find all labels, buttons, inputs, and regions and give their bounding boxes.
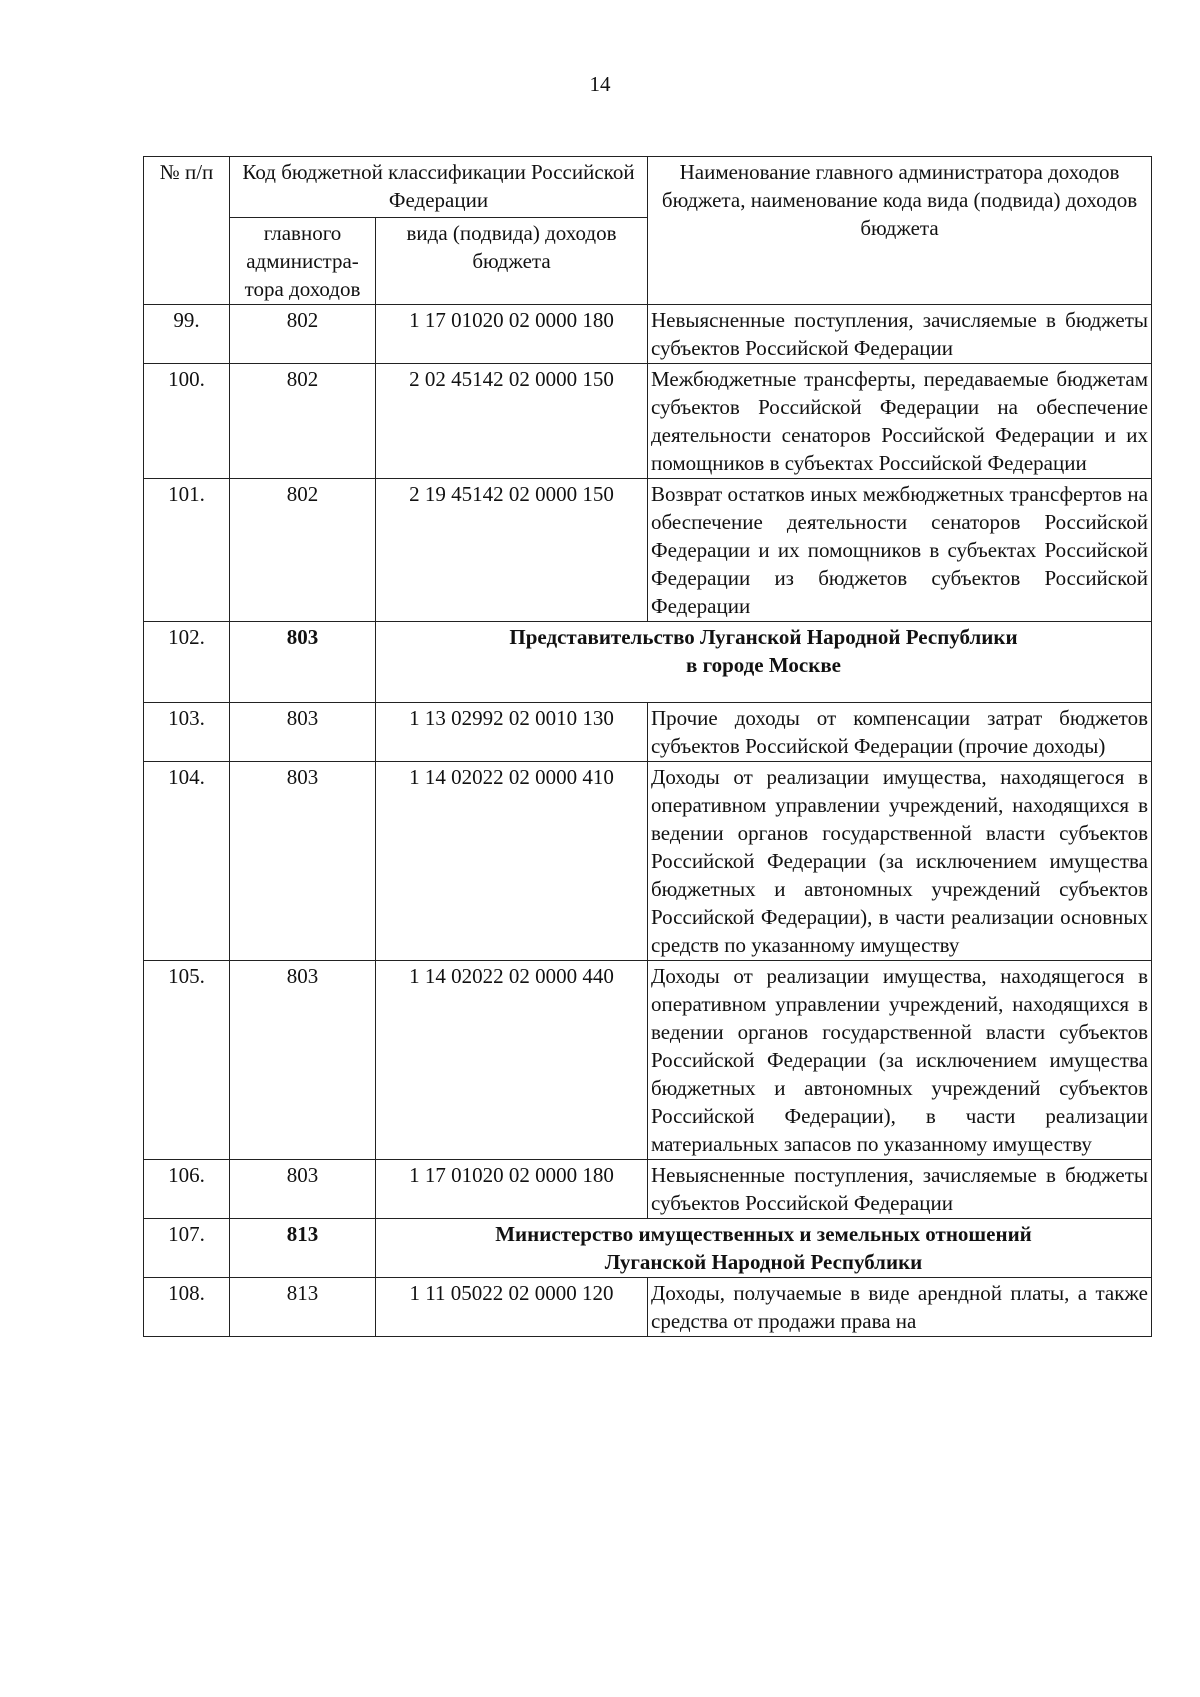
- row-number: 102.: [144, 622, 230, 703]
- row-income-code: 1 14 02022 02 0000 440: [376, 961, 648, 1160]
- row-income-code: 2 02 45142 02 0000 150: [376, 364, 648, 479]
- row-admin-code: 813: [230, 1278, 376, 1337]
- row-name: Возврат остатков иных межбюджетных трансфертов на обеспечение деятельности сенаторов Российской Федерации и их помощников в субъектах Российской Федерации из бюджетов субъектов Российской Федерации: [648, 479, 1152, 622]
- row-admin-code: 802: [230, 364, 376, 479]
- section-row: [144, 622, 1152, 703]
- section-title: [376, 622, 1152, 703]
- table-row: [144, 961, 1152, 1160]
- row-number: 103.: [144, 703, 230, 762]
- table-row: [144, 1160, 1152, 1219]
- row-income-code: 1 14 02022 02 0000 410: [376, 762, 648, 961]
- header-number: № п/п: [144, 157, 230, 305]
- section-title-line2: Луганской Народной Республики: [604, 1250, 923, 1274]
- row-number: 107.: [144, 1219, 230, 1278]
- row-income-code: 1 11 05022 02 0000 120: [376, 1278, 648, 1337]
- row-number: 105.: [144, 961, 230, 1160]
- row-income-code: 2 19 45142 02 0000 150: [376, 479, 648, 622]
- row-number: 100.: [144, 364, 230, 479]
- row-name: Межбюджетные трансферты, передаваемые бюджетам субъектов Российской Федерации на обеспечение деятельности сенаторов Российской Федерации и их помощников в субъектах Российской Федерации: [648, 364, 1152, 479]
- row-name: Невыясненные поступления, зачисляемые в бюджеты субъектов Российской Федерации: [648, 305, 1152, 364]
- row-name: Невыясненные поступления, зачисляемые в бюджеты субъектов Российской Федерации: [648, 1160, 1152, 1219]
- section-title-line2: в городе Москве: [686, 653, 841, 677]
- row-admin-code: 803: [230, 762, 376, 961]
- row-number: 108.: [144, 1278, 230, 1337]
- section-title-line1: Министерство имущественных и земельных отношений: [495, 1222, 1032, 1246]
- row-admin-code: 802: [230, 479, 376, 622]
- row-number: 99.: [144, 305, 230, 364]
- row-name: Доходы от реализации имущества, находящегося в оперативном управлении учреждений, находящихся в ведении органов государственной власти субъектов Российской Федерации (за исключением имущества бюджетных и автономных учреждений субъектов Российской Федерации), в части реализации материальных запасов по указанному имуществу: [648, 961, 1152, 1160]
- header-admin-code: главного администра-тора доходов: [230, 218, 376, 305]
- row-admin-code: 803: [230, 1160, 376, 1219]
- table-row: [144, 305, 1152, 364]
- row-number: 101.: [144, 479, 230, 622]
- header-name: Наименование главного администратора доходов бюджета, наименование кода вида (подвида) доходов бюджета: [648, 157, 1152, 305]
- section-title: [376, 1219, 1152, 1278]
- row-income-code: 1 17 01020 02 0000 180: [376, 305, 648, 364]
- table-row: [144, 762, 1152, 961]
- header-income-code: вида (подвида) доходов бюджета: [376, 218, 648, 305]
- row-number: 106.: [144, 1160, 230, 1219]
- section-admin-code: 803: [230, 622, 376, 703]
- row-admin-code: 803: [230, 961, 376, 1160]
- table-row: [144, 703, 1152, 762]
- row-name: Прочие доходы от компенсации затрат бюджетов субъектов Российской Федерации (прочие доходы): [648, 703, 1152, 762]
- row-admin-code: 803: [230, 703, 376, 762]
- section-admin-code: 813: [230, 1219, 376, 1278]
- table-row: [144, 479, 1152, 622]
- row-income-code: 1 13 02992 02 0010 130: [376, 703, 648, 762]
- budget-classification-table: [143, 156, 1152, 1337]
- page-number: 14: [589, 72, 611, 96]
- row-name: Доходы от реализации имущества, находящегося в оперативном управлении учреждений, находящихся в ведении органов государственной власти субъектов Российской Федерации (за исключением имущества бюджетных и автономных учреждений субъектов Российской Федерации), в части реализации основных средств по указанному имуществу: [648, 762, 1152, 961]
- row-admin-code: 802: [230, 305, 376, 364]
- table-header: [144, 157, 1152, 305]
- table-body: [144, 305, 1152, 1337]
- row-number: 104.: [144, 762, 230, 961]
- row-income-code: 1 17 01020 02 0000 180: [376, 1160, 648, 1219]
- table-row: [144, 364, 1152, 479]
- section-title-line1: Представительство Луганской Народной Республики: [509, 625, 1018, 649]
- row-name: Доходы, получаемые в виде арендной платы, а также средства от продажи права на: [648, 1278, 1152, 1337]
- section-row: [144, 1219, 1152, 1278]
- table-row: [144, 1278, 1152, 1337]
- header-classification-group: Код бюджетной классификации Российской Федерации: [230, 157, 648, 218]
